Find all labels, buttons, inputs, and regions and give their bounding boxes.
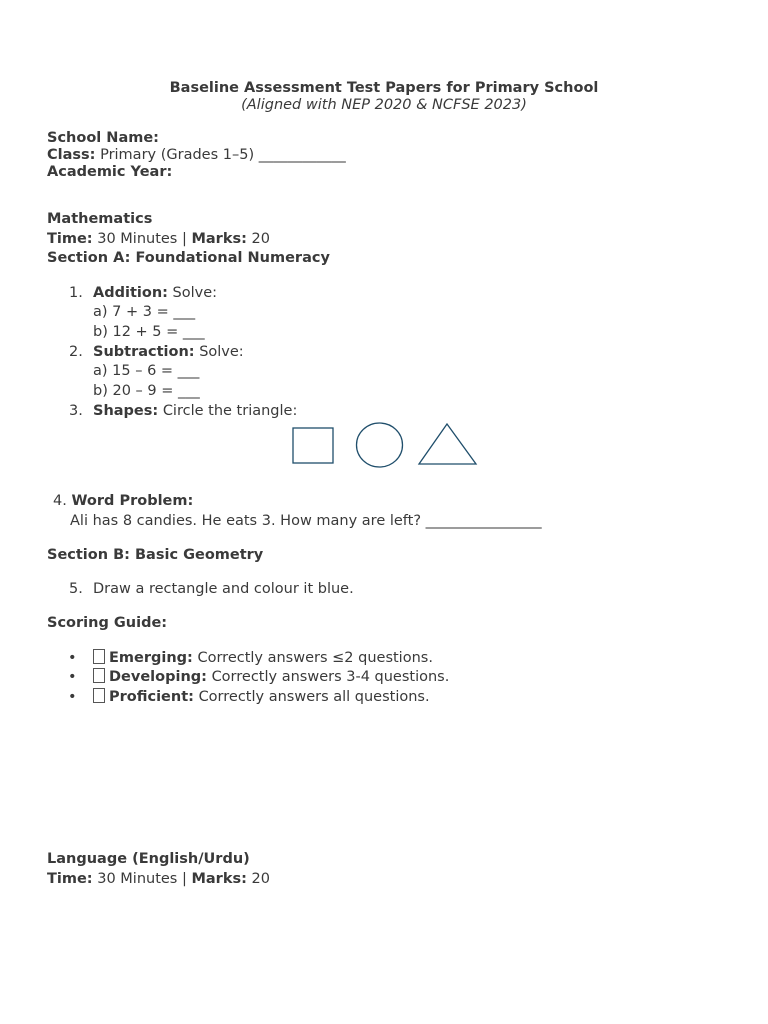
q4-text: Ali has 8 candies. He eats 3. How many are left? ________________ bbox=[70, 513, 542, 529]
document-title: Baseline Assessment Test Papers for Primary School bbox=[169, 80, 599, 96]
q1b: b) 12 + 5 = ___ bbox=[93, 324, 205, 340]
checkbox-icon bbox=[93, 649, 105, 664]
school-name-label: School Name: bbox=[47, 130, 159, 146]
scoring-item-emerging: Emerging: Correctly answers ≤2 questions. bbox=[93, 649, 433, 667]
q2a: a) 15 – 6 = ___ bbox=[93, 363, 200, 379]
checkbox-icon bbox=[93, 688, 105, 703]
scoring-bullet: • bbox=[68, 669, 77, 685]
q2-text: Subtraction: Solve: bbox=[93, 344, 244, 360]
scoring-heading: Scoring Guide: bbox=[47, 615, 168, 631]
q5-number: 5. bbox=[69, 581, 83, 597]
q2-number: 2. bbox=[69, 344, 83, 360]
scoring-item-developing: Developing: Correctly answers 3-4 questions. bbox=[93, 668, 449, 686]
checkbox-icon bbox=[93, 668, 105, 683]
q1-number: 1. bbox=[69, 285, 83, 301]
q1-text: Addition: Solve: bbox=[93, 285, 218, 301]
language-heading: Language (English/Urdu) bbox=[47, 851, 250, 867]
academic-year-label: Academic Year: bbox=[47, 164, 173, 180]
scoring-bullet: • bbox=[68, 650, 77, 666]
section-b-heading: Section B: Basic Geometry bbox=[47, 547, 264, 563]
section-a-heading: Section A: Foundational Numeracy bbox=[47, 250, 330, 266]
q2b: b) 20 – 9 = ___ bbox=[93, 383, 200, 399]
q5-text: Draw a rectangle and colour it blue. bbox=[93, 581, 354, 597]
q3-number: 3. bbox=[69, 403, 83, 419]
math-heading: Mathematics bbox=[47, 211, 153, 227]
document-subtitle: (Aligned with NEP 2020 & NCFSE 2023) bbox=[241, 97, 527, 113]
class-value: Primary (Grades 1–5) ____________ bbox=[100, 147, 346, 163]
q4-line: 4. Word Problem: bbox=[53, 493, 194, 509]
q1a: a) 7 + 3 = ___ bbox=[93, 304, 196, 320]
scoring-item-proficient: Proficient: Correctly answers all questions. bbox=[93, 688, 430, 706]
language-time-marks: Time: 30 Minutes | Marks: 20 bbox=[47, 871, 270, 887]
class-line: Class: Primary (Grades 1–5) ____________ bbox=[47, 147, 346, 163]
triangle-icon bbox=[419, 424, 476, 464]
q3-text: Shapes: Circle the triangle: bbox=[93, 403, 298, 419]
scoring-bullet: • bbox=[68, 689, 77, 705]
shapes-figure bbox=[290, 420, 480, 470]
math-time-marks: Time: 30 Minutes | Marks: 20 bbox=[47, 231, 270, 247]
square-icon bbox=[293, 428, 333, 463]
circle-icon bbox=[357, 423, 403, 467]
